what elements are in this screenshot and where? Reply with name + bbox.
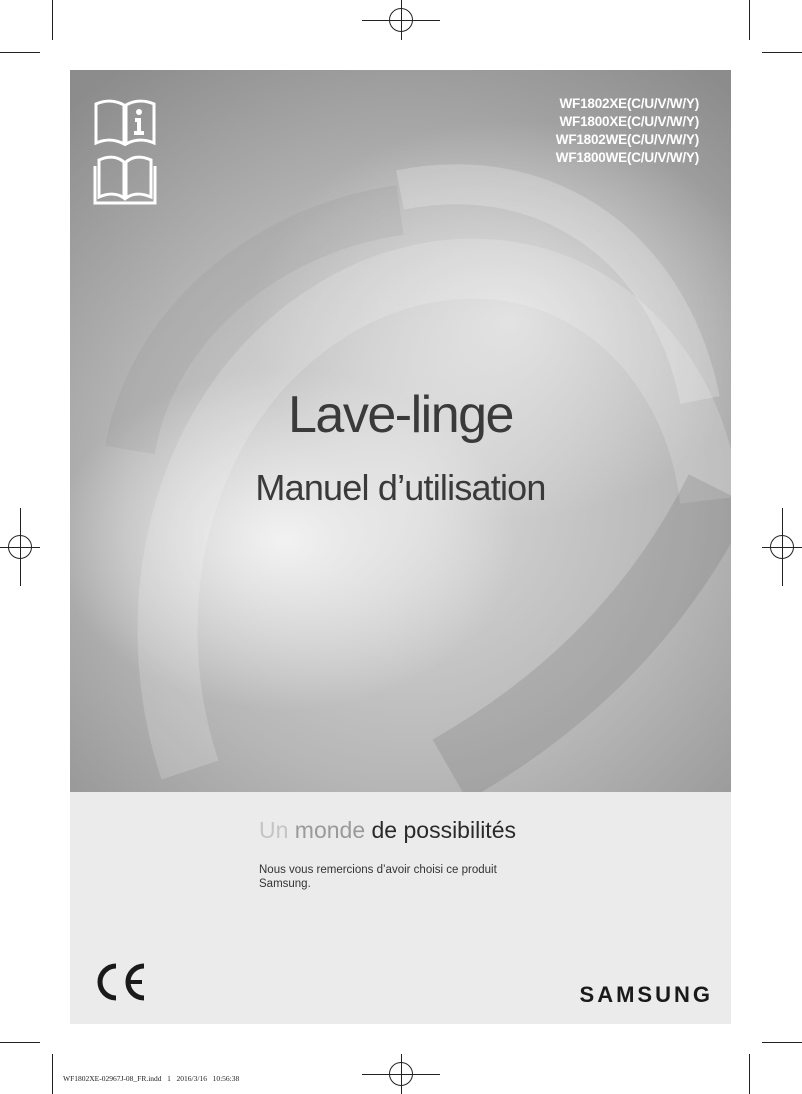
model-number: WF1800XE(C/U/V/W/Y) bbox=[559, 114, 699, 129]
model-list bbox=[556, 95, 699, 167]
model-number: WF1802WE(C/U/V/W/Y) bbox=[555, 132, 699, 147]
registration-mark-left bbox=[0, 508, 40, 586]
registration-mark-bottom bbox=[362, 1054, 440, 1094]
samsung-logo: SAMSUNG bbox=[579, 982, 713, 1007]
tagline-part: Un bbox=[259, 817, 289, 843]
product-title: Lave-linge bbox=[288, 386, 513, 444]
open-book-icon bbox=[93, 154, 157, 206]
registration-mark-top bbox=[362, 0, 440, 40]
crop-mark bbox=[749, 0, 750, 40]
ce-mark-icon bbox=[92, 962, 148, 1002]
thank-you-text: Nous vous remercions d’avoir choisi ce produit Samsung. bbox=[259, 864, 497, 890]
crop-mark bbox=[762, 1042, 802, 1043]
manual-subtitle: Manuel d’utilisation bbox=[255, 467, 546, 508]
model-number: WF1800WE(C/U/V/W/Y) bbox=[555, 150, 699, 165]
cover-hero bbox=[70, 70, 731, 792]
crop-mark bbox=[52, 0, 53, 40]
registration-mark-right bbox=[762, 508, 802, 586]
info-manual-icon bbox=[93, 98, 157, 146]
crop-mark bbox=[0, 1042, 40, 1043]
crop-mark bbox=[52, 1054, 53, 1094]
cover-footer bbox=[70, 792, 731, 1024]
crop-mark bbox=[749, 1054, 750, 1094]
model-number: WF1802XE(C/U/V/W/Y) bbox=[559, 96, 699, 111]
crop-mark bbox=[0, 52, 40, 53]
crop-mark bbox=[762, 52, 802, 53]
manual-cover bbox=[70, 70, 731, 1024]
tagline-part: de possibilités bbox=[371, 817, 516, 843]
tagline bbox=[259, 817, 516, 844]
print-slug: WF1802XE-02967J-08_FR.indd 1 2016/3/16 10:56:38 bbox=[63, 1074, 240, 1083]
tagline-part: monde bbox=[294, 817, 366, 843]
